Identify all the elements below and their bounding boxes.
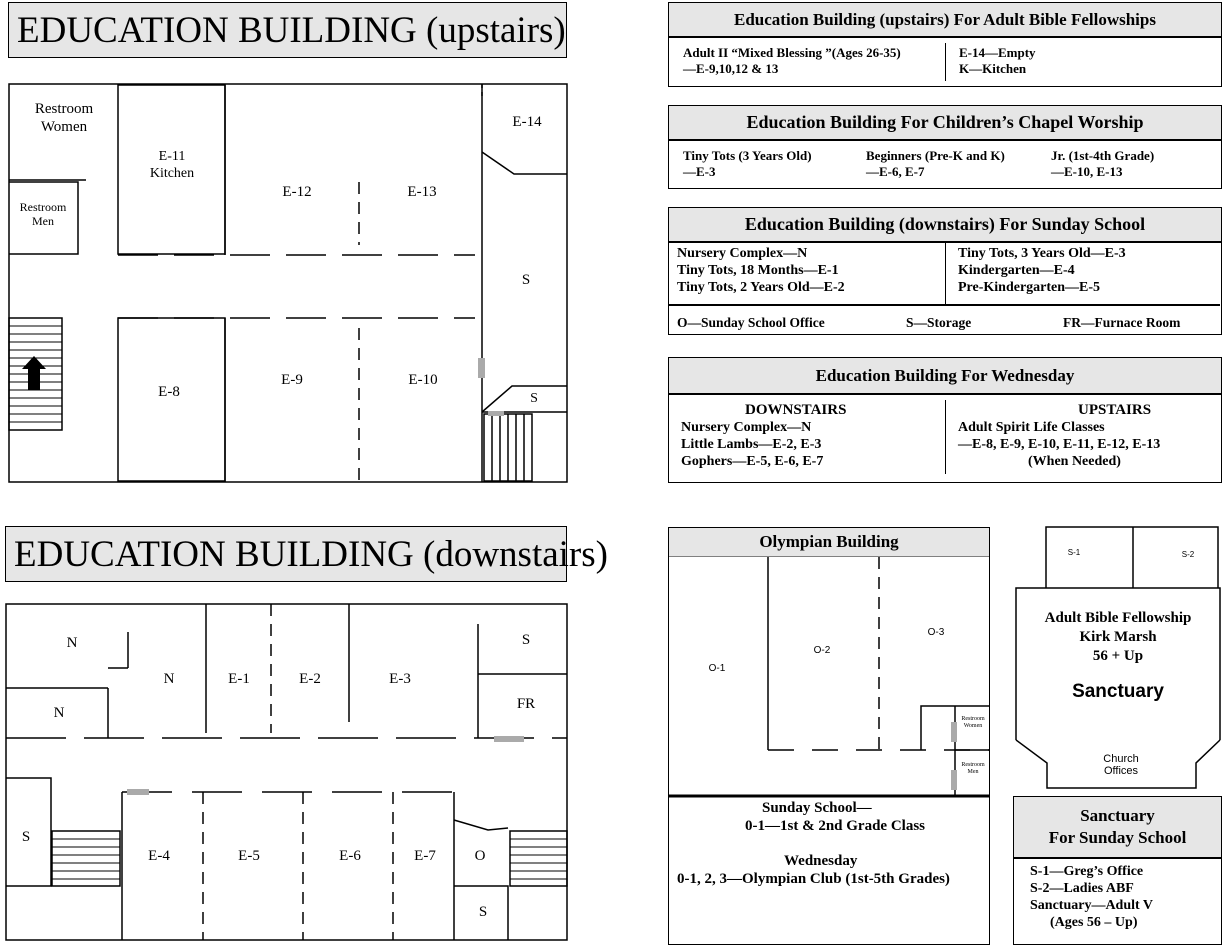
room-storage: S bbox=[521, 272, 531, 288]
wednesday-downstairs bbox=[681, 402, 941, 470]
door-marker bbox=[478, 358, 485, 378]
chapel-line: Beginners (Pre-K and K) bbox=[866, 148, 1005, 163]
sunday-line: Tiny Tots, 3 Years Old—E-3 bbox=[958, 246, 1126, 261]
chapel-line: —E-10, E-13 bbox=[1051, 164, 1123, 179]
sanctuary-line: S-2—Ladies ABF bbox=[1030, 881, 1134, 896]
sunday-left bbox=[677, 245, 845, 296]
room-restroom-men bbox=[10, 200, 76, 228]
room-e9: E-9 bbox=[281, 372, 303, 388]
room-label: Offices bbox=[1103, 765, 1139, 777]
sunday-footer-storage: S—Storage bbox=[906, 315, 972, 330]
room-e12: E-12 bbox=[282, 184, 312, 200]
room-e4: E-4 bbox=[148, 848, 170, 864]
abf-line: E-14—Empty bbox=[959, 45, 1036, 60]
wednesday-line: Gophers—E-5, E-6, E-7 bbox=[681, 454, 824, 469]
divider bbox=[945, 400, 946, 474]
room-e7: E-7 bbox=[414, 848, 436, 864]
room-label: Women bbox=[963, 723, 983, 729]
divider bbox=[945, 43, 946, 81]
room-o2: O-2 bbox=[813, 645, 831, 656]
olympian-restroom-women bbox=[957, 716, 989, 730]
olympian-restroom-men bbox=[957, 762, 989, 776]
sunday-line: Pre-Kindergarten—E-5 bbox=[958, 280, 1101, 295]
room-label: Men bbox=[32, 214, 54, 228]
olympian-wed-heading: Wednesday bbox=[784, 853, 858, 869]
sanctuary-abf-info bbox=[1018, 609, 1218, 666]
room-o3: O-3 bbox=[927, 627, 945, 638]
chapel-panel bbox=[668, 105, 1222, 189]
room-e13: E-13 bbox=[407, 184, 437, 200]
door-marker bbox=[494, 736, 524, 742]
wednesday-line: —E-8, E-9, E-10, E-11, E-12, E-13 bbox=[958, 437, 1161, 452]
upstairs-title-text: EDUCATION BUILDING (upstairs) bbox=[17, 9, 566, 51]
room-storage: S bbox=[521, 632, 531, 648]
sunday-line: Tiny Tots, 18 Months—E-1 bbox=[677, 263, 839, 278]
room-nursery: N bbox=[53, 705, 65, 721]
sanctuary-line: Sanctuary—Adult V bbox=[1030, 898, 1154, 913]
up-arrow-icon bbox=[22, 356, 46, 390]
room-label: Restroom bbox=[34, 101, 94, 117]
room-office: O bbox=[474, 848, 486, 864]
abf-line: K—Kitchen bbox=[959, 61, 1027, 76]
sanctuary-panel-title bbox=[1014, 797, 1221, 859]
sanctuary-panel bbox=[1013, 796, 1222, 945]
wednesday-line: Nursery Complex—N bbox=[681, 420, 812, 435]
room-nursery: N bbox=[66, 635, 78, 651]
sanctuary-label: Sanctuary bbox=[1072, 681, 1164, 702]
room-restroom-women bbox=[22, 100, 106, 136]
room-e6: E-6 bbox=[339, 848, 361, 864]
sanctuary-line: Adult Bible Fellowship bbox=[1044, 610, 1192, 626]
room-storage: S bbox=[478, 904, 488, 920]
olympian-wed-line: 0-1, 2, 3—Olympian Club (1st-5th Grades) bbox=[677, 871, 950, 887]
room-storage: S bbox=[21, 829, 31, 845]
chapel-col-3 bbox=[1051, 148, 1154, 180]
room-e11 bbox=[130, 148, 214, 182]
wednesday-upstairs bbox=[958, 402, 1218, 470]
sunday-panel-title: Education Building (downstairs) For Sunday School bbox=[669, 208, 1221, 243]
olympian-sunday-line: 0-1—1st & 2nd Grade Class bbox=[745, 818, 926, 834]
room-label: Men bbox=[967, 769, 979, 775]
abf-panel-left bbox=[683, 45, 901, 77]
sanctuary-title-line: Sanctuary bbox=[1080, 806, 1155, 825]
room-label: Women bbox=[40, 119, 88, 135]
wednesday-upstairs-heading: UPSTAIRS bbox=[1078, 402, 1152, 418]
sanctuary-line: (Ages 56 – Up) bbox=[1050, 915, 1138, 930]
abf-panel-right bbox=[959, 45, 1036, 77]
sunday-school-panel bbox=[668, 207, 1222, 335]
room-e10: E-10 bbox=[408, 372, 438, 388]
room-s1: S-1 bbox=[1067, 548, 1081, 557]
sanctuary-panel-lines bbox=[1030, 863, 1153, 931]
sanctuary-title-line: For Sunday School bbox=[1048, 828, 1187, 847]
wednesday-line: Adult Spirit Life Classes bbox=[958, 420, 1105, 435]
wednesday-line: Little Lambs—E-2, E-3 bbox=[681, 437, 822, 452]
room-e2: E-2 bbox=[299, 671, 321, 687]
room-s2: S-2 bbox=[1181, 550, 1195, 559]
chapel-panel-title: Education Building For Children’s Chapel Worship bbox=[669, 106, 1221, 141]
upstairs-plan bbox=[9, 84, 567, 482]
chapel-line: Jr. (1st-4th Grade) bbox=[1051, 148, 1155, 163]
sunday-right bbox=[958, 245, 1126, 296]
chapel-col-1 bbox=[683, 148, 812, 180]
sanctuary-line: 56 + Up bbox=[1092, 648, 1144, 664]
divider bbox=[945, 243, 946, 305]
room-label: E-11 bbox=[158, 149, 186, 164]
olympian-sunday-heading: Sunday School— bbox=[762, 800, 872, 816]
abf-line: Adult II “Mixed Blessing ”(Ages 26-35) bbox=[683, 45, 901, 60]
room-e3: E-3 bbox=[389, 671, 411, 687]
door-marker bbox=[127, 789, 149, 795]
room-nursery: N bbox=[163, 671, 175, 687]
room-e14: E-14 bbox=[512, 114, 542, 130]
room-label: Church bbox=[1103, 753, 1139, 765]
wednesday-line: (When Needed) bbox=[1028, 454, 1121, 469]
room-furnace: FR bbox=[516, 696, 536, 712]
sanctuary-line: S-1—Greg’s Office bbox=[1030, 864, 1144, 879]
room-e1: E-1 bbox=[228, 671, 250, 687]
room-label: Restroom bbox=[961, 716, 985, 722]
door-marker bbox=[488, 411, 504, 416]
divider bbox=[669, 304, 1220, 306]
sunday-footer-furnace: FR—Furnace Room bbox=[1063, 315, 1181, 330]
abf-panel-title: Education Building (upstairs) For Adult Bible Fellowships bbox=[669, 3, 1221, 38]
room-label: Kitchen bbox=[149, 166, 195, 181]
abf-panel bbox=[668, 2, 1222, 87]
chapel-col-2 bbox=[866, 148, 1005, 180]
sanctuary-line: Kirk Marsh bbox=[1079, 629, 1157, 645]
downstairs-plan bbox=[6, 604, 567, 940]
room-label: Restroom bbox=[19, 200, 67, 214]
wednesday-panel-title: Education Building For Wednesday bbox=[669, 358, 1221, 395]
wednesday-downstairs-heading: DOWNSTAIRS bbox=[745, 402, 847, 418]
sunday-line: Nursery Complex—N bbox=[677, 246, 808, 261]
sunday-line: Tiny Tots, 2 Years Old—E-2 bbox=[677, 280, 845, 295]
room-e8: E-8 bbox=[158, 384, 180, 400]
abf-line: —E-9,10,12 & 13 bbox=[683, 61, 779, 76]
room-label: Restroom bbox=[961, 762, 985, 768]
church-offices bbox=[1098, 753, 1144, 777]
chapel-line: Tiny Tots (3 Years Old) bbox=[683, 148, 812, 163]
chapel-line: —E-3 bbox=[683, 164, 716, 179]
room-e5: E-5 bbox=[238, 848, 260, 864]
downstairs-title-text: EDUCATION BUILDING (downstairs) bbox=[14, 533, 608, 575]
room-storage: S bbox=[530, 391, 538, 406]
sunday-line: Kindergarten—E-4 bbox=[958, 263, 1075, 278]
room-o1: O-1 bbox=[708, 663, 726, 674]
wednesday-panel bbox=[668, 357, 1222, 483]
chapel-line: —E-6, E-7 bbox=[866, 164, 925, 179]
sunday-footer-office: O—Sunday School Office bbox=[677, 315, 825, 330]
olympian-title: Olympian Building bbox=[669, 528, 989, 556]
